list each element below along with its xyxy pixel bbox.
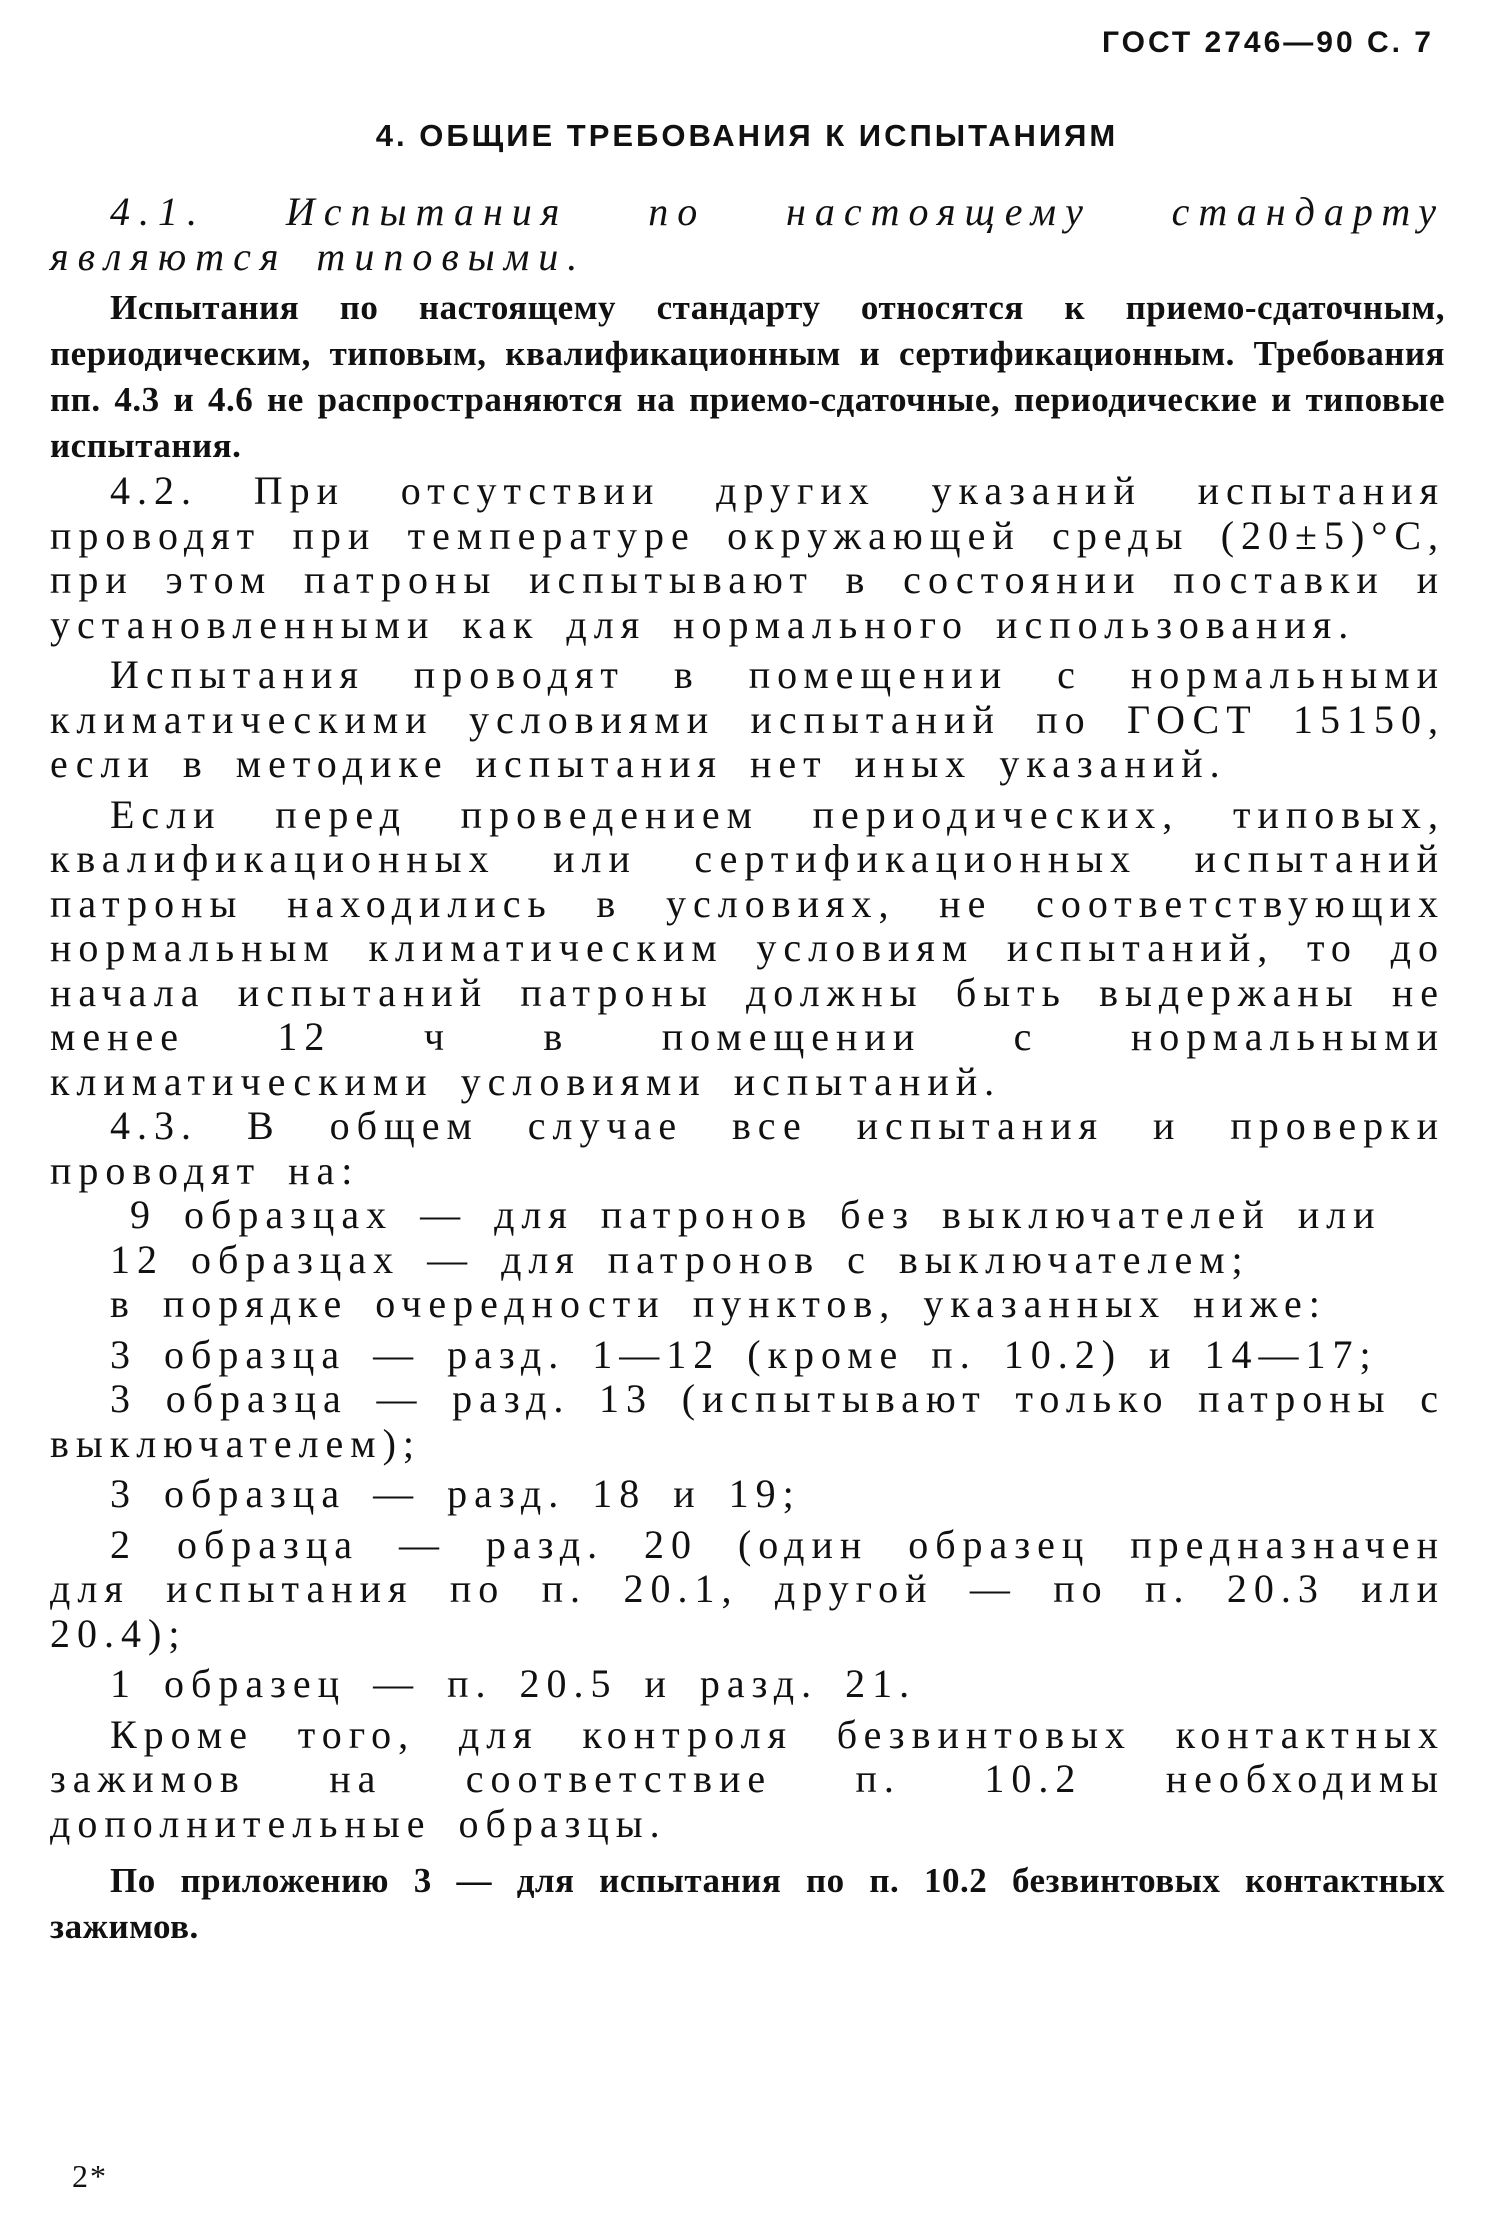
list-item: 3 образца — разд. 18 и 19; [110, 1471, 801, 1516]
paragraph-4-3-samples-without-switch: 9 образцах — для патронов без выключателей или [130, 1192, 1382, 1237]
list-item: 2 образца — разд. 20 (один образец предназначен для испытания по п. 20.1, другой — по п. 20.3 или 20.4); [50, 1521, 1445, 1656]
paragraph-4-1-amendment: Испытания по настоящему стандарту относятся к приемо-сдаточным, периодическим, типовым, квалификационным и сертификационным. Требования пп. 4.3 и 4.6 не распространяются на приемо-сдаточные, периодические и типовые испытания. [50, 288, 1445, 465]
page-header: ГОСТ 2746—90 С. 7 [1102, 26, 1434, 59]
section-title: 4. ОБЩИЕ ТРЕБОВАНИЯ К ИСПЫТАНИЯМ [375, 118, 1119, 153]
document-body [50, 190, 1445, 1950]
paragraph-4-2-conditioning: Если перед проведением периодических, типовых, квалификационных или сертификационных испытаний патроны находились в условиях, не соответствующих нормальным климатическим условиям испытаний, то до начала испытаний патроны должны быть выдержаны не менее 12 ч в помещении с нормальными климатическими условиями испытаний. [50, 791, 1445, 1104]
paragraph-4-3-samples-with-switch: 12 образцах — для патронов с выключателем; [110, 1236, 1250, 1282]
list-item: 1 образец — п. 20.5 и разд. 21. [110, 1661, 917, 1706]
paragraph-appendix-note: По приложению 3 — для испытания по п. 10.2 безвинтовых контактных зажимов. [50, 1861, 1445, 1946]
paragraph-4-2-conditions: Испытания проводят в помещении с нормальными климатическими условиями испытаний по ГОСТ 15150, если в методике испытания нет иных указаний. [50, 652, 1445, 786]
page-signature-mark: 2* [72, 2158, 108, 2194]
paragraph-4-3-order: в порядке очередности пунктов, указанных ниже: [110, 1281, 1327, 1326]
paragraph-4-1: 4.1. Испытания по настоящему стандарту являются типовыми. [50, 189, 1445, 279]
paragraph-4-2: 4.2. При отсутствии других указаний испытания проводят при температуре окружающей среды (20±5)°С, при этом патроны испытывают в состоянии поставки и установленными как для нормального использования. [50, 468, 1445, 647]
list-item: 3 образца — разд. 13 (испытывают только патроны с выключателем); [50, 1376, 1445, 1466]
paragraph-4-3: 4.3. В общем случае все испытания и проверки проводят на: [50, 1103, 1445, 1193]
paragraph-additional-samples: Кроме того, для контроля безвинтовых контактных зажимов на соответствие п. 10.2 необходимы дополнительные образцы. [50, 1711, 1445, 1846]
list-item: 3 образца — разд. 1—12 (кроме п. 10.2) и 14—17; [110, 1331, 1378, 1377]
